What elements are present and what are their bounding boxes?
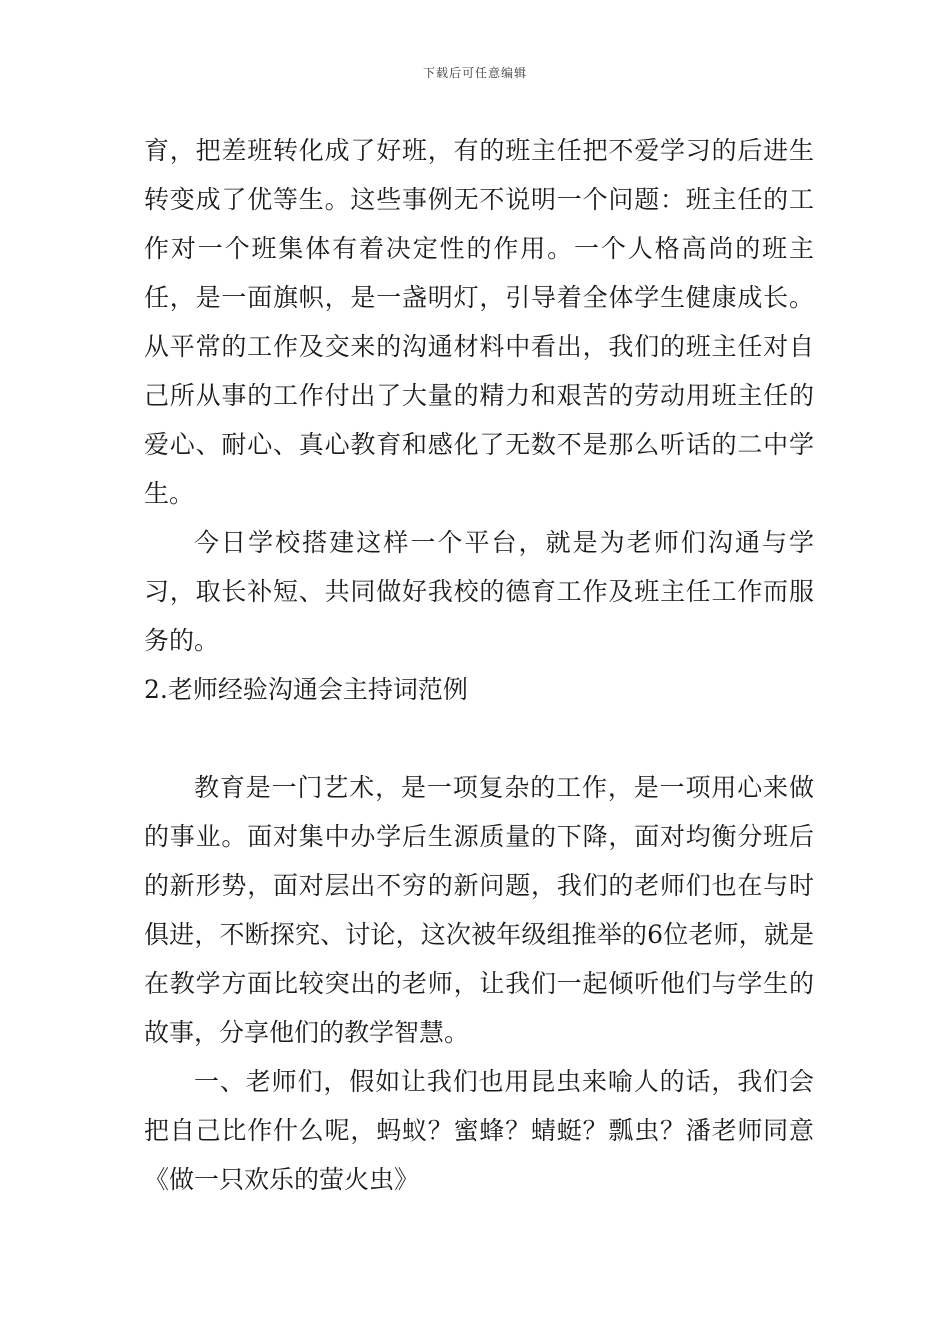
- paragraph-3: 教育是一门艺术，是一项复杂的工作，是一项用心来做的事业。面对集中办学后生源质量的下降，面对均衡分班后的新形势，面对层出不穷的新问题，我们的老师们也在与时俱进，不断探究、讨论，这次被年级组推举的6位老师，就是在教学方面比较突出的老师，让我们一起倾听他们与学生的故事，分享他们的教学智慧。: [144, 773, 814, 1047]
- section-heading: 2.老师经验沟通会主持词范例: [144, 675, 468, 704]
- page-header: 下载后可任意编辑: [422, 66, 527, 80]
- paragraph-1: 育，把差班转化成了好班，有的班主任把不爱学习的后进生转变成了优等生。这些事例无不说明一个问题：班主任的工作对一个班集体有着决定性的作用。一个人格高尚的班主任，是一面旗帜，是一盏明灯，引导着全体学生健康成长。从平常的工作及交来的沟通材料中看出，我们的班主任对自己所从事的工作付出了大量的精力和艰苦的劳动用班主任的爱心、耐心、真心教育和感化了无数不是那么听话的二中学生。: [144, 136, 814, 508]
- paragraph-2: 今日学校搭建这样一个平台，就是为老师们沟通与学习，取长补短、共同做好我校的德育工作及班主任工作而服务的。: [144, 528, 814, 655]
- paragraph-4: 一、老师们，假如让我们也用昆虫来喻人的话，我们会把自己比作什么呢，蚂蚁？蜜蜂？蜻蜓？瓢虫？潘老师同意《做一只欢乐的萤火虫》: [144, 1067, 814, 1194]
- document-body: [144, 126, 814, 1204]
